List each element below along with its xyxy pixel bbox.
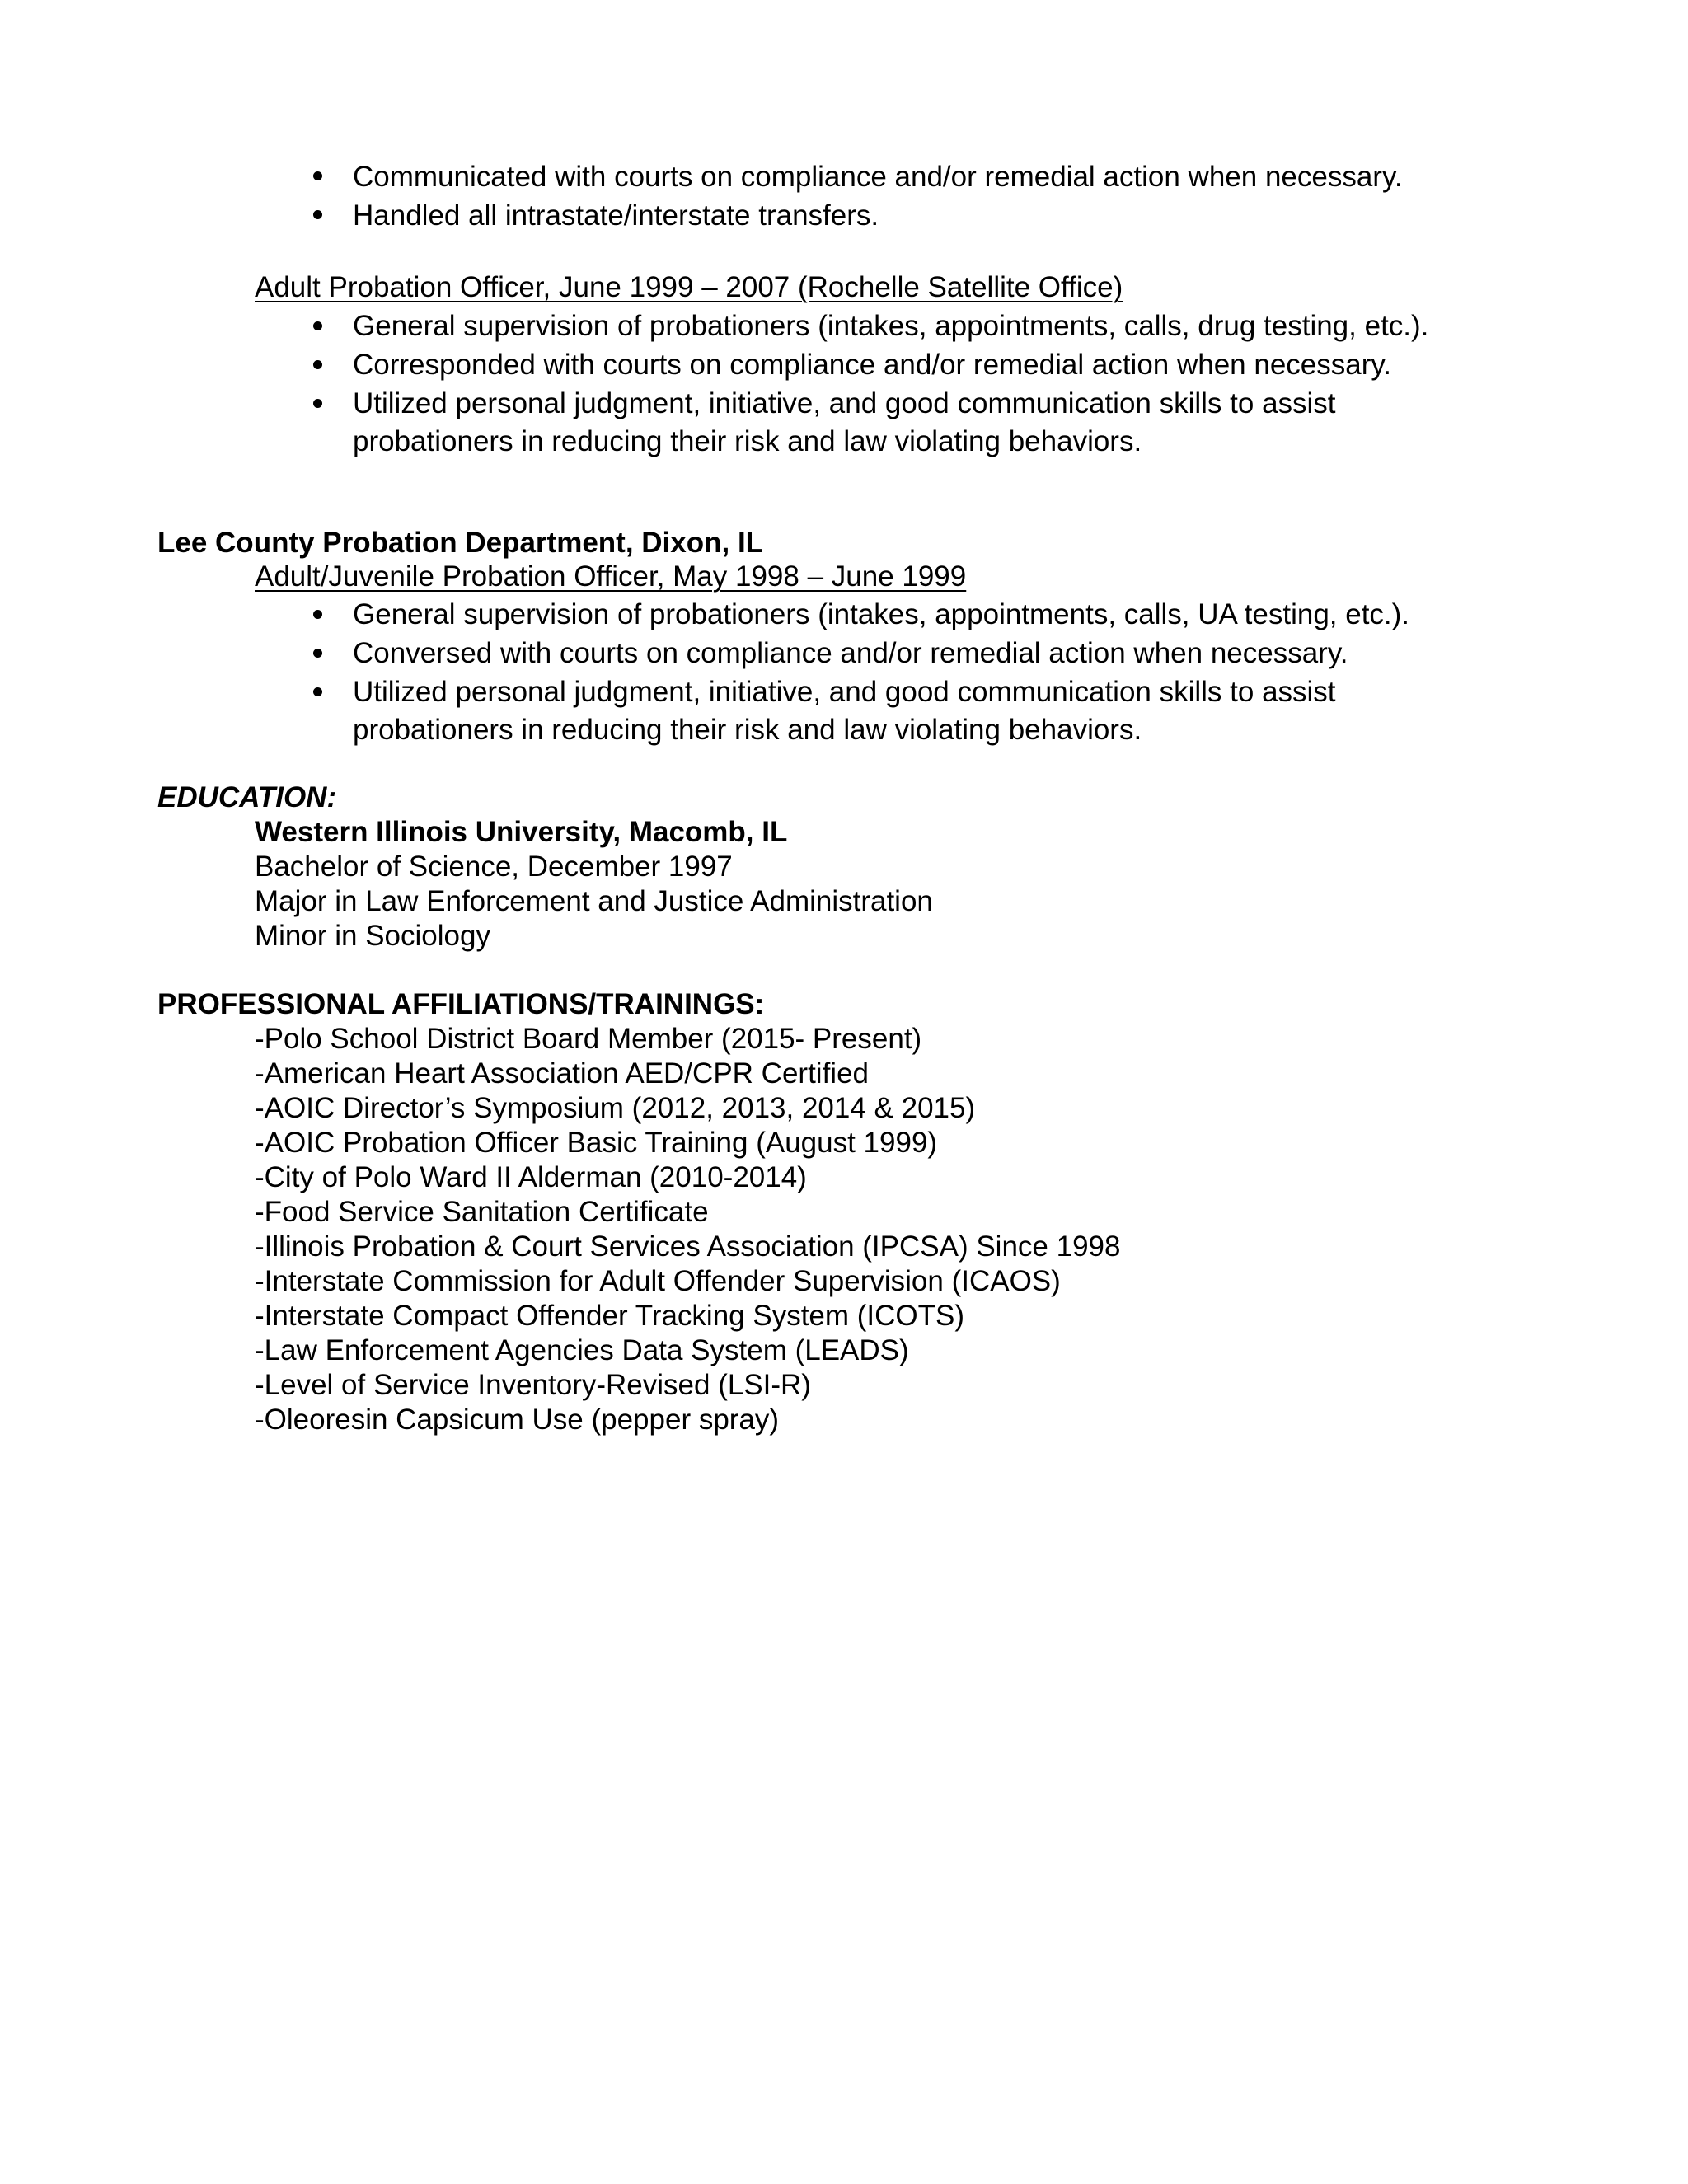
lee-county-employer: Lee County Probation Department, Dixon, IL <box>157 527 764 559</box>
rochelle-bullet-3-cont: probationers in reducing their risk and law violating behaviors. <box>353 425 1142 457</box>
bullet-dot <box>313 321 322 330</box>
rochelle-bullet-3: Utilized personal judgment, initiative, and good communication skills to assist <box>353 387 1336 419</box>
bullet-dot <box>313 399 322 408</box>
affiliation-item: -Interstate Commission for Adult Offender Supervision (ICAOS) <box>255 1265 1061 1297</box>
affiliation-item: -AOIC Director’s Symposium (2012, 2013, 2014 & 2015) <box>255 1092 976 1124</box>
affiliation-item: -American Heart Association AED/CPR Certified <box>255 1057 869 1090</box>
bullet-dot <box>313 649 322 658</box>
bullet-dot <box>313 687 322 696</box>
prev-job-bullet-2: Handled all intrastate/interstate transfers. <box>353 199 879 232</box>
affiliation-item: -AOIC Probation Officer Basic Training (August 1999) <box>255 1127 938 1159</box>
rochelle-bullet-1: General supervision of probationers (intakes, appointments, calls, drug testing, etc.). <box>353 310 1429 342</box>
affiliation-item: -Level of Service Inventory-Revised (LSI-R) <box>255 1369 811 1401</box>
bullet-dot <box>313 360 322 369</box>
affiliation-item: -Polo School District Board Member (2015- Present) <box>255 1023 922 1055</box>
lee-county-job-title: Adult/Juvenile Probation Officer, May 1998 – June 1999 <box>255 560 967 593</box>
bullet-dot <box>313 610 322 619</box>
lee-bullet-2: Conversed with courts on compliance and/or remedial action when necessary. <box>353 637 1348 669</box>
affiliation-item: -Interstate Compact Offender Tracking System (ICOTS) <box>255 1300 965 1332</box>
lee-bullet-1: General supervision of probationers (intakes, appointments, calls, UA testing, etc.). <box>353 598 1410 630</box>
affiliation-item: -Oleoresin Capsicum Use (pepper spray) <box>255 1404 780 1436</box>
rochelle-bullet-2: Corresponded with courts on compliance and/or remedial action when necessary. <box>353 349 1392 381</box>
education-minor: Minor in Sociology <box>255 920 490 952</box>
education-major: Major in Law Enforcement and Justice Administration <box>255 885 933 917</box>
education-heading: EDUCATION: <box>157 781 337 813</box>
rochelle-job-title: Adult Probation Officer, June 1999 – 2007 (Rochelle Satellite Office) <box>255 271 1123 303</box>
bullet-dot <box>313 171 322 180</box>
affiliation-item: -Law Enforcement Agencies Data System (LEADS) <box>255 1334 909 1366</box>
prev-job-bullet-1: Communicated with courts on compliance and/or remedial action when necessary. <box>353 161 1403 193</box>
affiliation-item: -Illinois Probation & Court Services Association (IPCSA) Since 1998 <box>255 1230 1121 1263</box>
affiliations-heading: PROFESSIONAL AFFILIATIONS/TRAININGS: <box>157 988 765 1020</box>
bullet-dot <box>313 210 322 219</box>
education-school: Western Illinois University, Macomb, IL <box>255 816 788 848</box>
education-degree: Bachelor of Science, December 1997 <box>255 851 733 883</box>
lee-bullet-3: Utilized personal judgment, initiative, and good communication skills to assist <box>353 676 1336 708</box>
lee-bullet-3-cont: probationers in reducing their risk and law violating behaviors. <box>353 714 1142 746</box>
affiliation-item: -Food Service Sanitation Certificate <box>255 1196 709 1228</box>
affiliation-item: -City of Polo Ward II Alderman (2010-2014) <box>255 1161 807 1193</box>
